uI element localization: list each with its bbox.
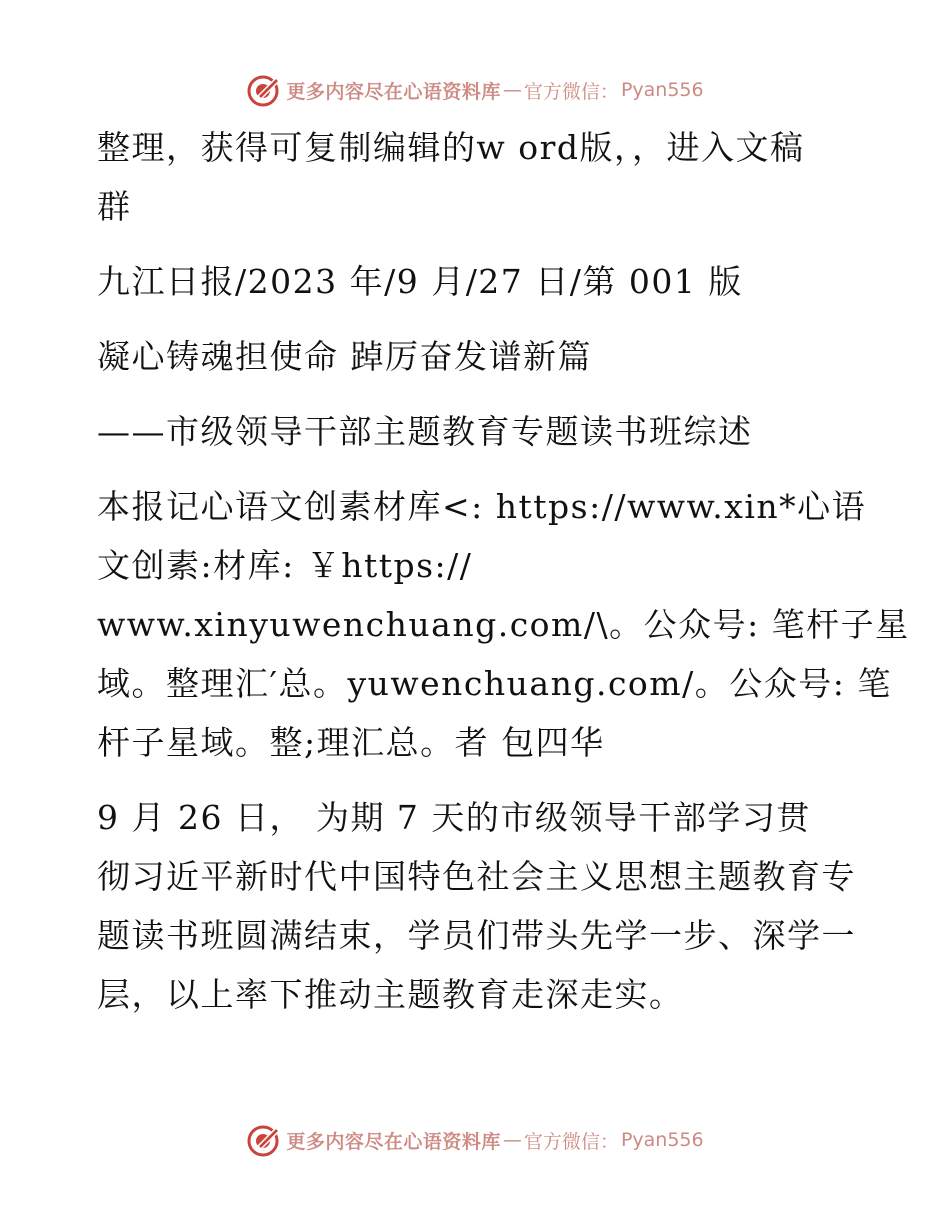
- brand-text: 更多内容尽在心语资料库: [286, 80, 501, 103]
- text-line: www.xinyuwenchuang.com/\。公众号: 笔杆子星: [97, 605, 910, 644]
- document-body: [97, 118, 910, 1024]
- wechat-label: 官方微信：: [523, 80, 619, 103]
- text-line: 群: [97, 187, 132, 226]
- article-subtitle: ——市级领导干部主题教育专题读书班综述: [97, 412, 753, 451]
- header-watermark-banner: [0, 68, 950, 112]
- logo-icon: [246, 72, 282, 108]
- logo-icon: [246, 1122, 282, 1158]
- article-title: 凝心铸魂担使命 踔厉奋发谱新篇: [97, 337, 592, 376]
- wechat-label: 官方微信：: [523, 1130, 619, 1153]
- footer-watermark-banner: [0, 1118, 950, 1162]
- brand-dash: —: [502, 1129, 522, 1151]
- text-line: 域。整理汇′总。yuwenchuang.com/。公众号: 笔: [97, 664, 892, 703]
- brand-text: 更多内容尽在心语资料库: [286, 1130, 501, 1153]
- text-line: 9 月 26 日， 为期 7 天的市级领导干部学习贯: [97, 798, 811, 837]
- wechat-id: Pyan556: [620, 79, 704, 101]
- dateline: 九江日报/2023 年/9 月/27 日/第 001 版: [97, 262, 743, 301]
- text-line: 彻习近平新时代中国特色社会主义思想主题教育专: [97, 857, 856, 896]
- text-line: 层，以上率下推动主题教育走深走实。: [97, 975, 684, 1014]
- text-line: 文创素:材库: ￥https://: [97, 546, 473, 585]
- text-line: 题读书班圆满结束，学员们带头先学一步、深学一: [97, 916, 856, 955]
- text-line: 本报记心语文创素材库<: https://www.xin*心语: [97, 487, 867, 526]
- text-line: 整理，获得可复制编辑的w ord版，，进入文稿: [97, 128, 805, 167]
- brand-dash: —: [502, 79, 522, 101]
- text-line: 杆子星域。整;理汇总。者 包四华: [97, 723, 605, 762]
- wechat-id: Pyan556: [620, 1129, 704, 1151]
